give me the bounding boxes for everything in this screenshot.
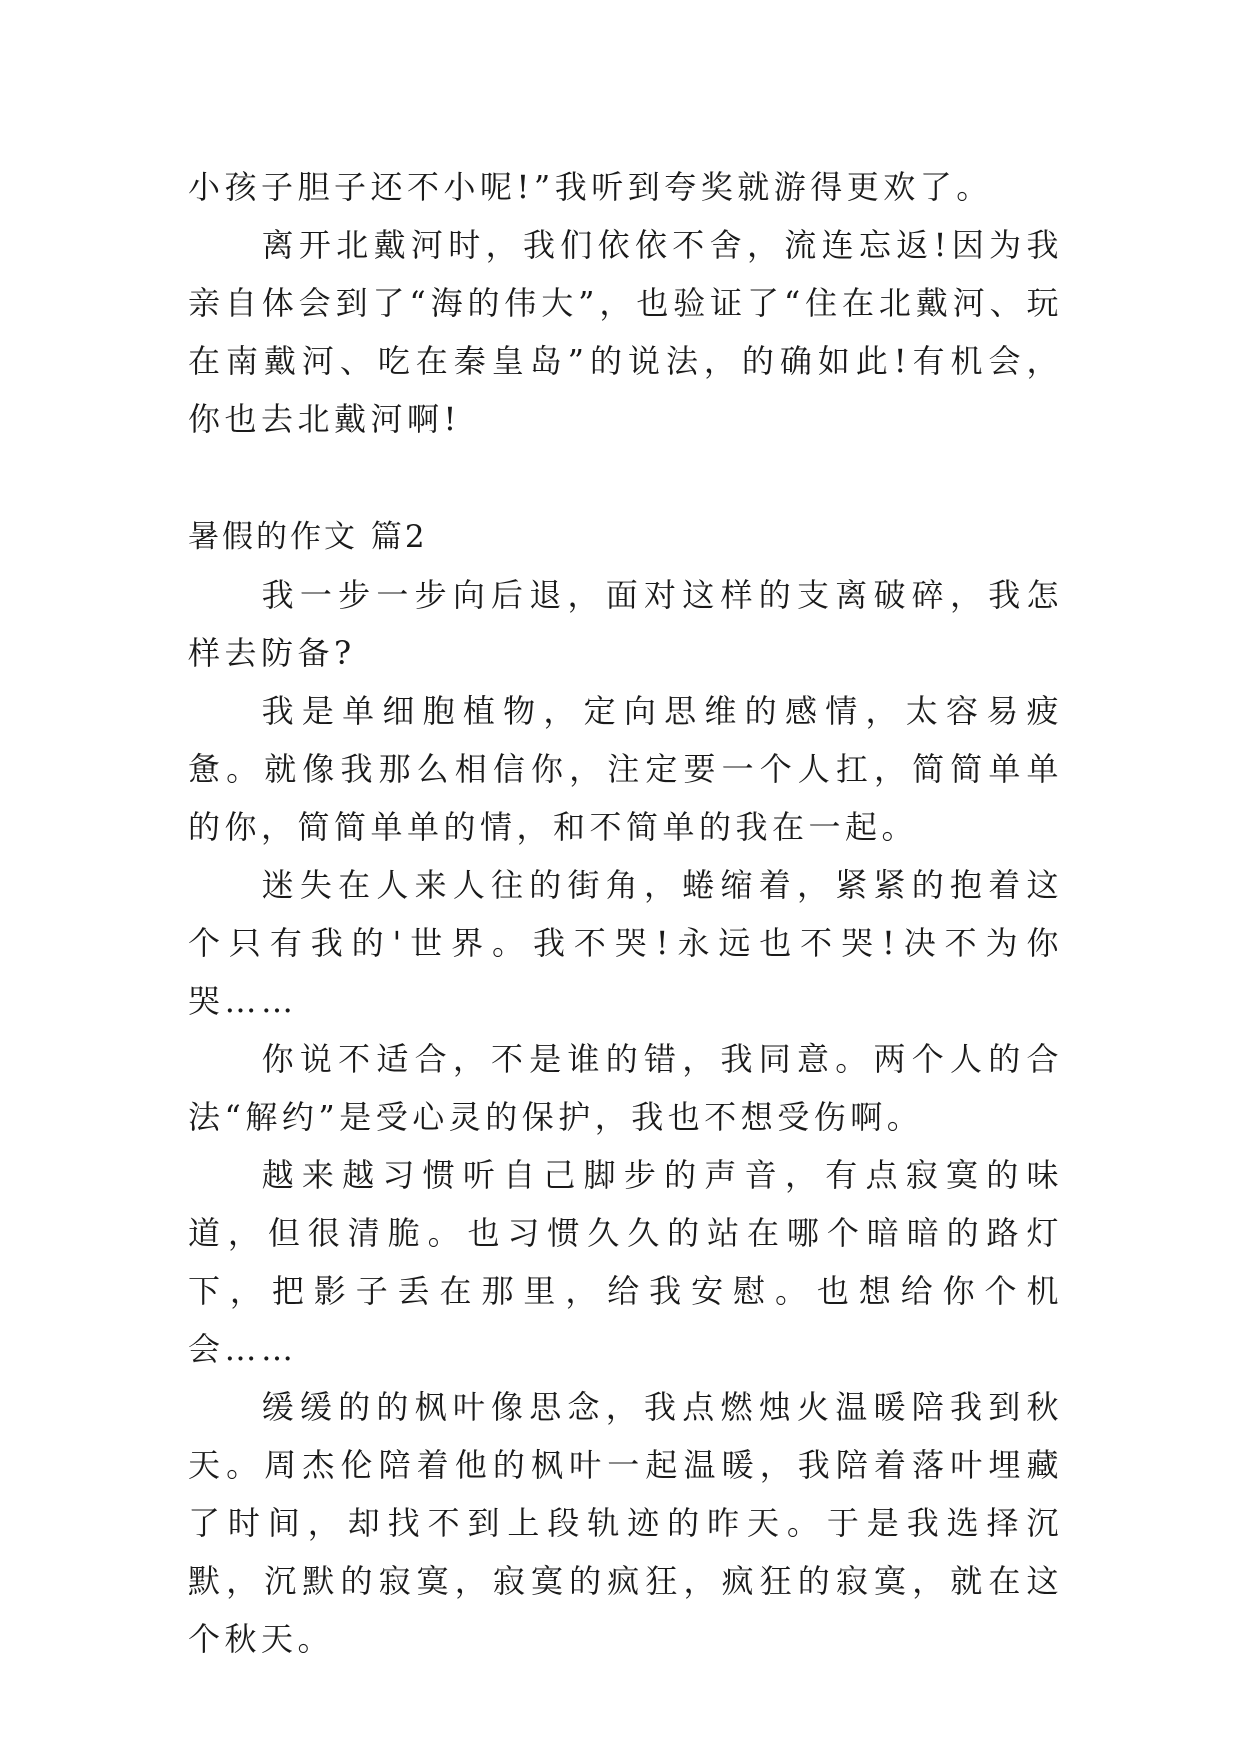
paragraph-footsteps: 越来越习惯听自己脚步的声音，有点寂寞的味道，但很清脆。也习惯久久的站在哪个暗暗的路灯下，把影子丢在那里，给我安慰。也想给你个机会…… [188,1156,1063,1368]
paragraph-beidaihe-farewell: 离开北戴河时，我们依依不舍，流连忘返!因为我亲自体会到了“海的伟大”，也验证了“住在北戴河、玩在南戴河、吃在秦皇岛”的说法，的确如此!有机会，你也去北戴河啊! [188,226,1063,438]
paragraph-not-suitable: 你说不适合，不是谁的错，我同意。两个人的合法“解约”是受心灵的保护，我也不想受伤啊。 [188,1040,1063,1136]
paragraph-maple-leaves: 缓缓的的枫叶像思念，我点燃烛火温暖陪我到秋天。周杰伦陪着他的枫叶一起温暖，我陪着落叶埋藏了时间，却找不到上段轨迹的昨天。于是我选择沉默，沉默的寂寞，寂寞的疯狂，疯狂的寂寞，就在这个秋天。 [188,1388,1063,1658]
paragraph-step-back: 我一步一步向后退，面对这样的支离破碎，我怎样去防备? [188,576,1063,672]
document-body [188,158,1063,1668]
section-title: 暑假的作文 篇2 [188,519,428,555]
paragraph-street-corner: 迷失在人来人往的街角，蜷缩着，紧紧的抱着这个只有我的'世界。我不哭!永远也不哭!决不为你哭…… [188,866,1063,1020]
paragraph-continuation: 小孩子胆子还不小呢!”我听到夸奖就游得更欢了。 [188,168,993,206]
paragraph-single-cell: 我是单细胞植物，定向思维的感情，太容易疲惫。就像我那么相信你，注定要一个人扛，简简单单的你，简简单单的情，和不简单的我在一起。 [188,692,1063,846]
